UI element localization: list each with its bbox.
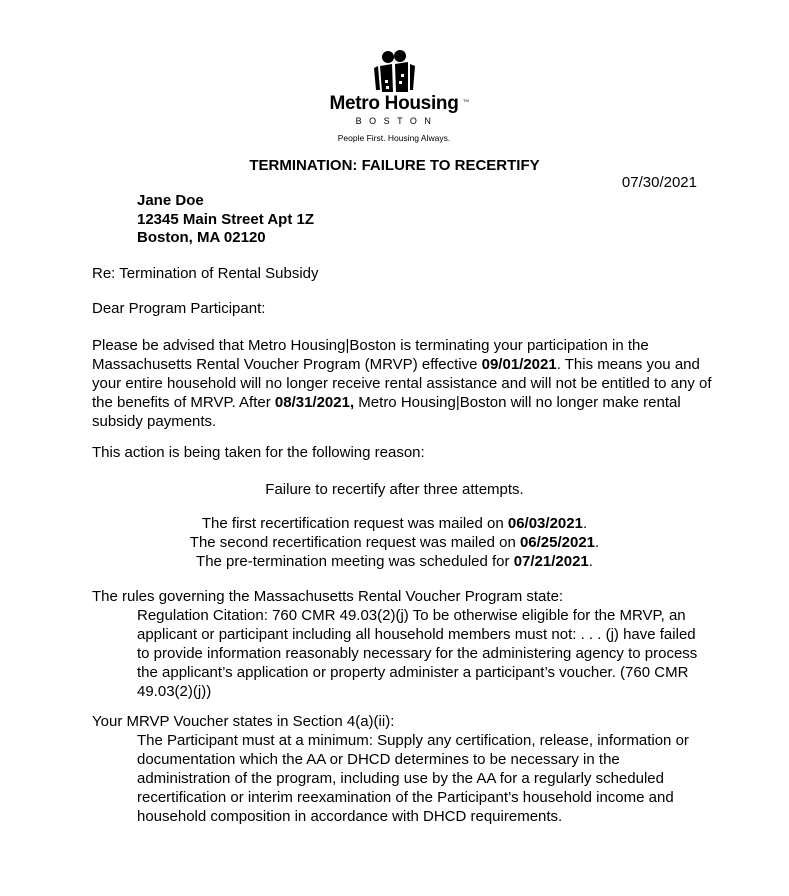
rules-intro: The rules governing the Massachusetts Rental Voucher Program state: [92,588,564,605]
letter-title: TERMINATION: FAILURE TO RECERTIFY [249,157,540,174]
logo-city: BOSTON [355,116,439,126]
attempt-item [0,533,789,552]
attempt-end: . [595,534,600,551]
attempt-date: 06/25/2021 [519,534,596,551]
voucher-intro: Your MRVP Voucher states in Section 4(a)(ii): [92,713,395,730]
recipient-city: Boston, MA 02120 [137,229,266,246]
attempt-text: The second recertification request was mailed on [189,534,520,551]
attempts-list [0,514,789,571]
reason: Failure to recertify after three attempts. [265,481,524,498]
attempt-end: . [588,553,593,570]
effective-date: 09/01/2021 [481,356,557,373]
logo-tagline: People First. Housing Always. [337,133,451,143]
body-text: . This means you and your entire household will no longer receive rental assistance and will not be entitled to any of the benefits of MRVP. After [92,356,712,411]
rules-section [92,587,704,701]
attempt-item [0,514,789,533]
reason-intro: This action is being taken for the following reason: [92,444,425,461]
attempt-text: The pre-termination meeting was scheduled for [196,553,514,570]
recipient-address [137,192,314,248]
letter-date: 07/30/2021 [621,174,697,191]
attempt-end: . [582,515,588,532]
voucher-text: The Participant must at a minimum: Supply any certification, release, information or documentation which the AA or DHCD determines to be necessary in the administration of the program, including use by the AA for a regularly scheduled recertification or interim reexamination of the Participant’s household income and household composition in accordance with DHCD requirements. [137,732,689,825]
trademark-mark: TM [463,98,469,103]
rules-citation: Regulation Citation: 760 CMR 49.03(2)(j) To be otherwise eligible for the MRVP, an applicant or participant including all household members must not: . . . (j) have failed to provide information reasonably necessary for the administering agency to process the applicant’s application or property administer a participant’s voucher. (760 CMR 49.03(2)(j)) [137,607,698,700]
salutation: Dear Program Participant: [92,300,266,317]
body-text: Please be advised that Metro Housing|Boston is terminating your participation in the Massachusetts Rental Voucher Program (MRVP) effective [92,337,649,373]
logo-name: Metro Housing [329,93,459,114]
body-paragraph [92,336,712,431]
recipient-street: 12345 Main Street Apt 1Z [137,210,315,228]
last-payment-date: 08/31/2021, [274,394,355,411]
attempt-date: 06/03/2021 [507,515,583,532]
body-text: Metro Housing|Boston will no longer make rental subsidy payments. [92,394,681,430]
metro-housing-logo [318,50,470,145]
recipient-name: Jane Doe [137,192,204,209]
attempt-text: The first recertification request was mailed on [201,515,508,532]
attempt-date: 07/21/2021 [513,553,589,570]
family-reading-icon [370,50,418,94]
attempt-item [0,552,789,571]
re-line: Re: Termination of Rental Subsidy [92,265,319,282]
voucher-section [92,712,704,826]
